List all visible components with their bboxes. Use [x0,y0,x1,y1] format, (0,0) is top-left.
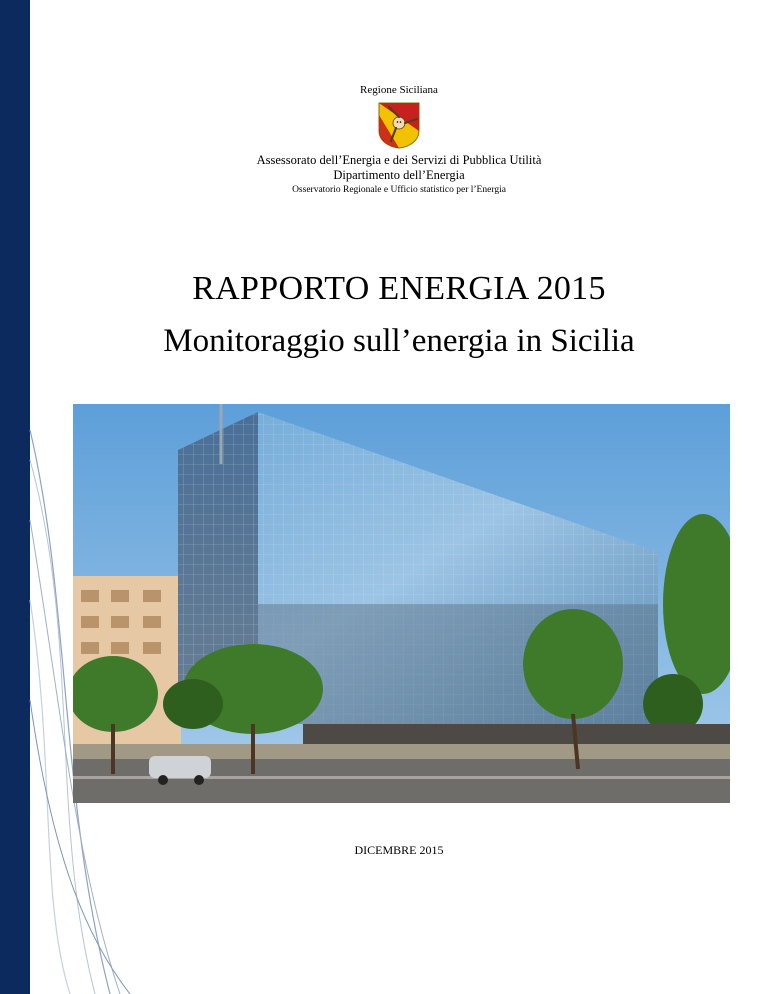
region-name: Regione Siciliana [360,84,438,96]
dipartimento-name: Dipartimento dell’Energia [333,168,465,182]
building-photo [73,404,730,803]
publication-date: DICEMBRE 2015 [354,843,444,857]
osservatorio-name: Osservatorio Regionale e Ufficio statistico per l’Energia [292,185,506,195]
subtitle: Monitoraggio sull’energia in Sicilia [163,323,635,359]
header [30,83,768,197]
assessorato-name: Assessorato dell’Energia e dei Servizi di Pubblica Utilità [256,153,542,167]
main-title: RAPPORTO ENERGIA 2015 [192,270,606,307]
trinacria-emblem-icon [377,101,421,149]
